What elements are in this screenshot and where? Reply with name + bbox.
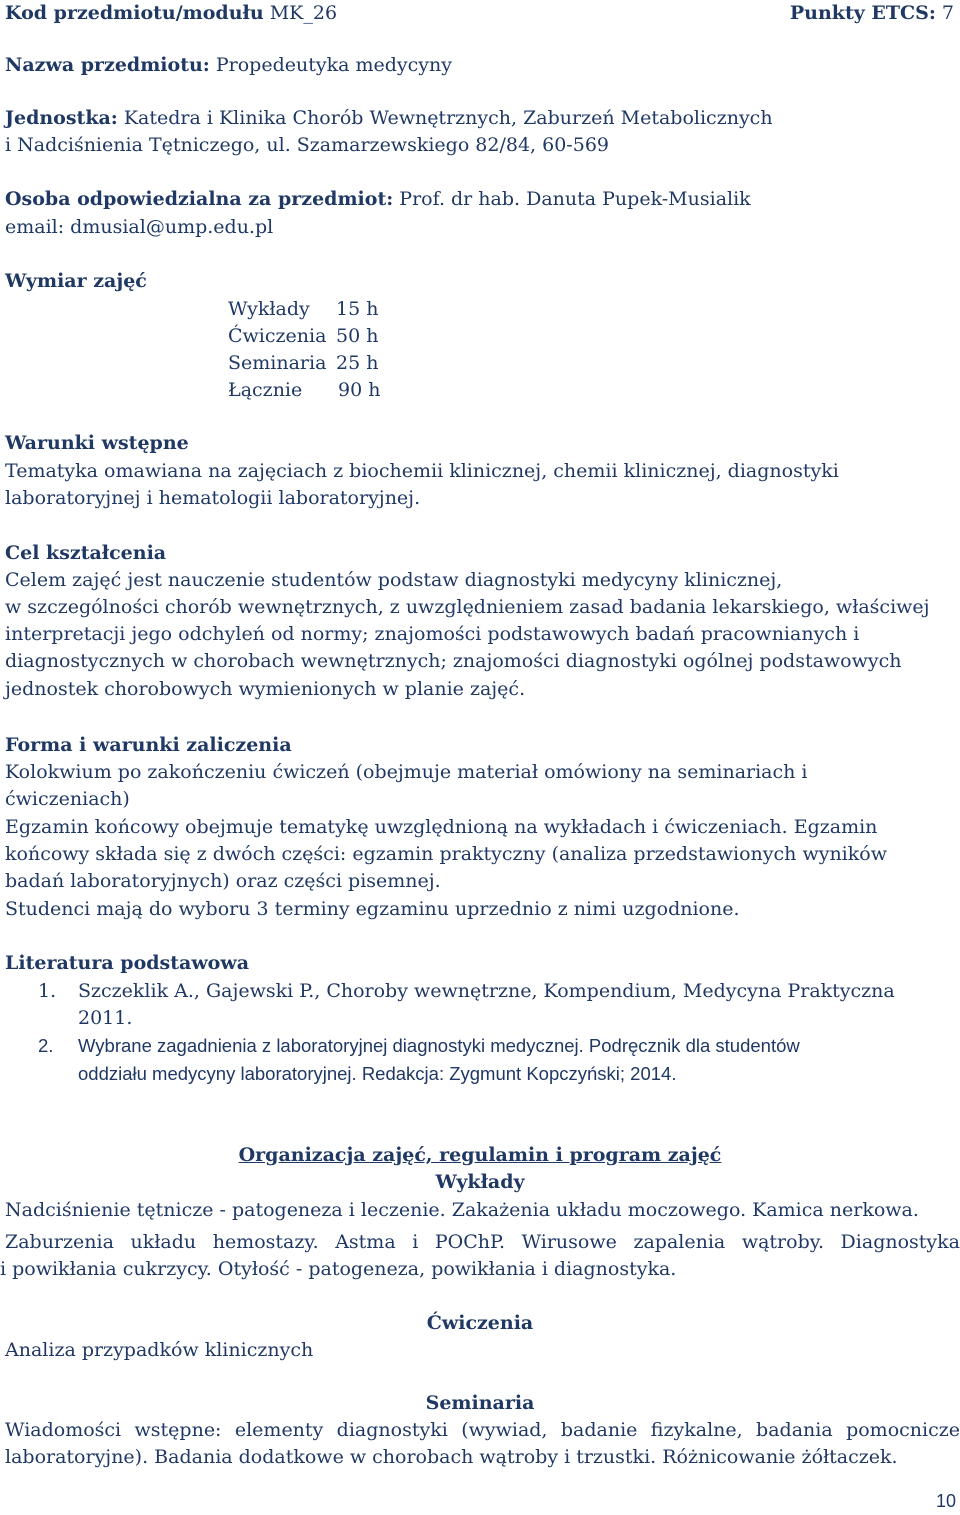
seminars-text: laboratoryjne). Badania dodatkowe w chorobach wątroby i trzustki. Różnicowanie żółtaczek. (5, 1446, 898, 1468)
goal-title: Cel kształcenia (5, 542, 167, 564)
prerequisites-text: Tematyka omawiana na zajęciach z biochemii klinicznej, chemii klinicznej, diagnostyki (5, 460, 839, 482)
seminars-title: Seminaria (425, 1392, 535, 1414)
responsible-label: Osoba odpowiedzialna za przedmiot: (5, 188, 394, 210)
assessment-text: końcowy składa się z dwóch części: egzamin praktyczny (analiza przedstawionych wyników (5, 843, 887, 865)
literature-number: 2. (38, 1035, 54, 1056)
assessment-text: Kolokwium po zakończeniu ćwiczeń (obejmuje materiał omówiony na seminariach i (5, 761, 808, 783)
seminars-text: Wiadomości wstępne: elementy diagnostyki (wywiad, badanie fizykalne, badania pomocnicze (5, 1419, 960, 1441)
unit-line-2: i Nadciśnienia Tętniczego, ul. Szamarzewskiego 82/84, 60-569 (5, 134, 609, 156)
responsible-person (5, 186, 751, 213)
hours-value: 15 h (336, 298, 379, 320)
prerequisites-text: laboratoryjnej i hematologii laboratoryjnej. (5, 487, 421, 509)
assessment-text: badań laboratoryjnych) oraz części pisemnej. (5, 870, 441, 892)
goal-text: w szczególności chorób wewnętrznych, z uwzględnieniem zasad badania lekarskiego, właściwej (5, 596, 930, 618)
hours-value: 25 h (336, 352, 379, 374)
module-code-value: MK_26 (269, 2, 338, 24)
hours-label: Seminaria (228, 352, 327, 374)
hours-label: Łącznie (228, 379, 303, 401)
unit-value: Katedra i Klinika Chorób Wewnętrznych, Zaburzeń Metabolicznych (123, 107, 773, 129)
prerequisites-title: Warunki wstępne (5, 432, 189, 454)
page-number: 10 (935, 1491, 956, 1511)
course-name (5, 52, 452, 79)
module-code (5, 0, 337, 27)
ects-label: Punkty ETCS: (789, 2, 936, 24)
hours-value: 50 h (336, 325, 379, 347)
organization-title: Organizacja zajęć, regulamin i program zajęć (238, 1144, 722, 1166)
literature-item-1 (38, 978, 895, 1005)
literature-text: Szczeklik A., Gajewski P., Choroby wewnętrzne, Kompendium, Medycyna Praktyczna (78, 980, 895, 1002)
course-name-label: Nazwa przedmiotu: (5, 54, 210, 76)
ects-value: 7 (941, 2, 954, 24)
goal-text: interpretacji jego odchyleń od normy; znajomości podstawowych badań pracownianych i (5, 623, 860, 645)
hours-row-total (228, 377, 380, 404)
literature-title: Literatura podstawowa (5, 952, 250, 974)
hours-row-seminars (228, 350, 378, 377)
goal-text: jednostek chorobowych wymienionych w planie zajęć. (5, 678, 526, 700)
hours-row-exercises (228, 323, 378, 350)
goal-text: Celem zajęć jest nauczenie studentów podstaw diagnostyki medycyny klinicznej, (5, 569, 783, 591)
assessment-text: Studenci mają do wyboru 3 terminy egzaminu uprzednio z nimi uzgodnione. (5, 898, 740, 920)
literature-text: oddziału medycyny laboratoryjnej. Redakcja: Zygmunt Kopczyński; 2014. (78, 1063, 677, 1084)
lectures-text: Nadciśnienie tętnicze - patogeneza i leczenie. Zakażenia układu moczowego. Kamica nerkowa. (5, 1199, 919, 1221)
ects-points (790, 0, 954, 27)
email-address: email: dmusial@ump.edu.pl (5, 216, 274, 238)
course-name-value: Propedeutyka medycyny (215, 54, 452, 76)
lectures-title: Wykłady (435, 1171, 525, 1193)
hours-value: 90 h (338, 379, 381, 401)
hours-row-lectures (228, 296, 378, 323)
hours-label: Ćwiczenia (228, 325, 327, 347)
literature-text: 2011. (78, 1007, 133, 1029)
unit-label: Jednostka: (5, 107, 118, 129)
assessment-text: Egzamin końcowy obejmuje tematykę uwzględnioną na wykładach i ćwiczeniach. Egzamin (5, 816, 878, 838)
responsible-value: Prof. dr hab. Danuta Pupek-Musialik (399, 188, 751, 210)
literature-item-2 (38, 1032, 800, 1059)
hours-label: Wykłady (228, 298, 310, 320)
module-code-label: Kod przedmiotu/modułu (5, 2, 264, 24)
literature-text: Wybrane zagadnienia z laboratoryjnej diagnostyki medycznej. Podręcznik dla studentów (78, 1035, 800, 1056)
exercises-text: Analiza przypadków klinicznych (5, 1339, 314, 1361)
exercises-title: Ćwiczenia (426, 1312, 534, 1334)
goal-text: diagnostycznych w chorobach wewnętrznych; znajomości diagnostyki ogólnej podstawowych (5, 650, 902, 672)
lectures-text: Zaburzenia układu hemostazy. Astma i POChP. Wirusowe zapalenia wątroby. Diagnostyka (5, 1231, 960, 1253)
unit-line-1 (5, 105, 773, 132)
literature-number: 1. (38, 980, 57, 1002)
lectures-text: i powikłania cukrzycy. Otyłość - patogeneza, powikłania i diagnostyka. (0, 1258, 677, 1280)
hours-title: Wymiar zajęć (5, 270, 147, 292)
assessment-text: ćwiczeniach) (5, 788, 130, 810)
assessment-title: Forma i warunki zaliczenia (5, 734, 292, 756)
